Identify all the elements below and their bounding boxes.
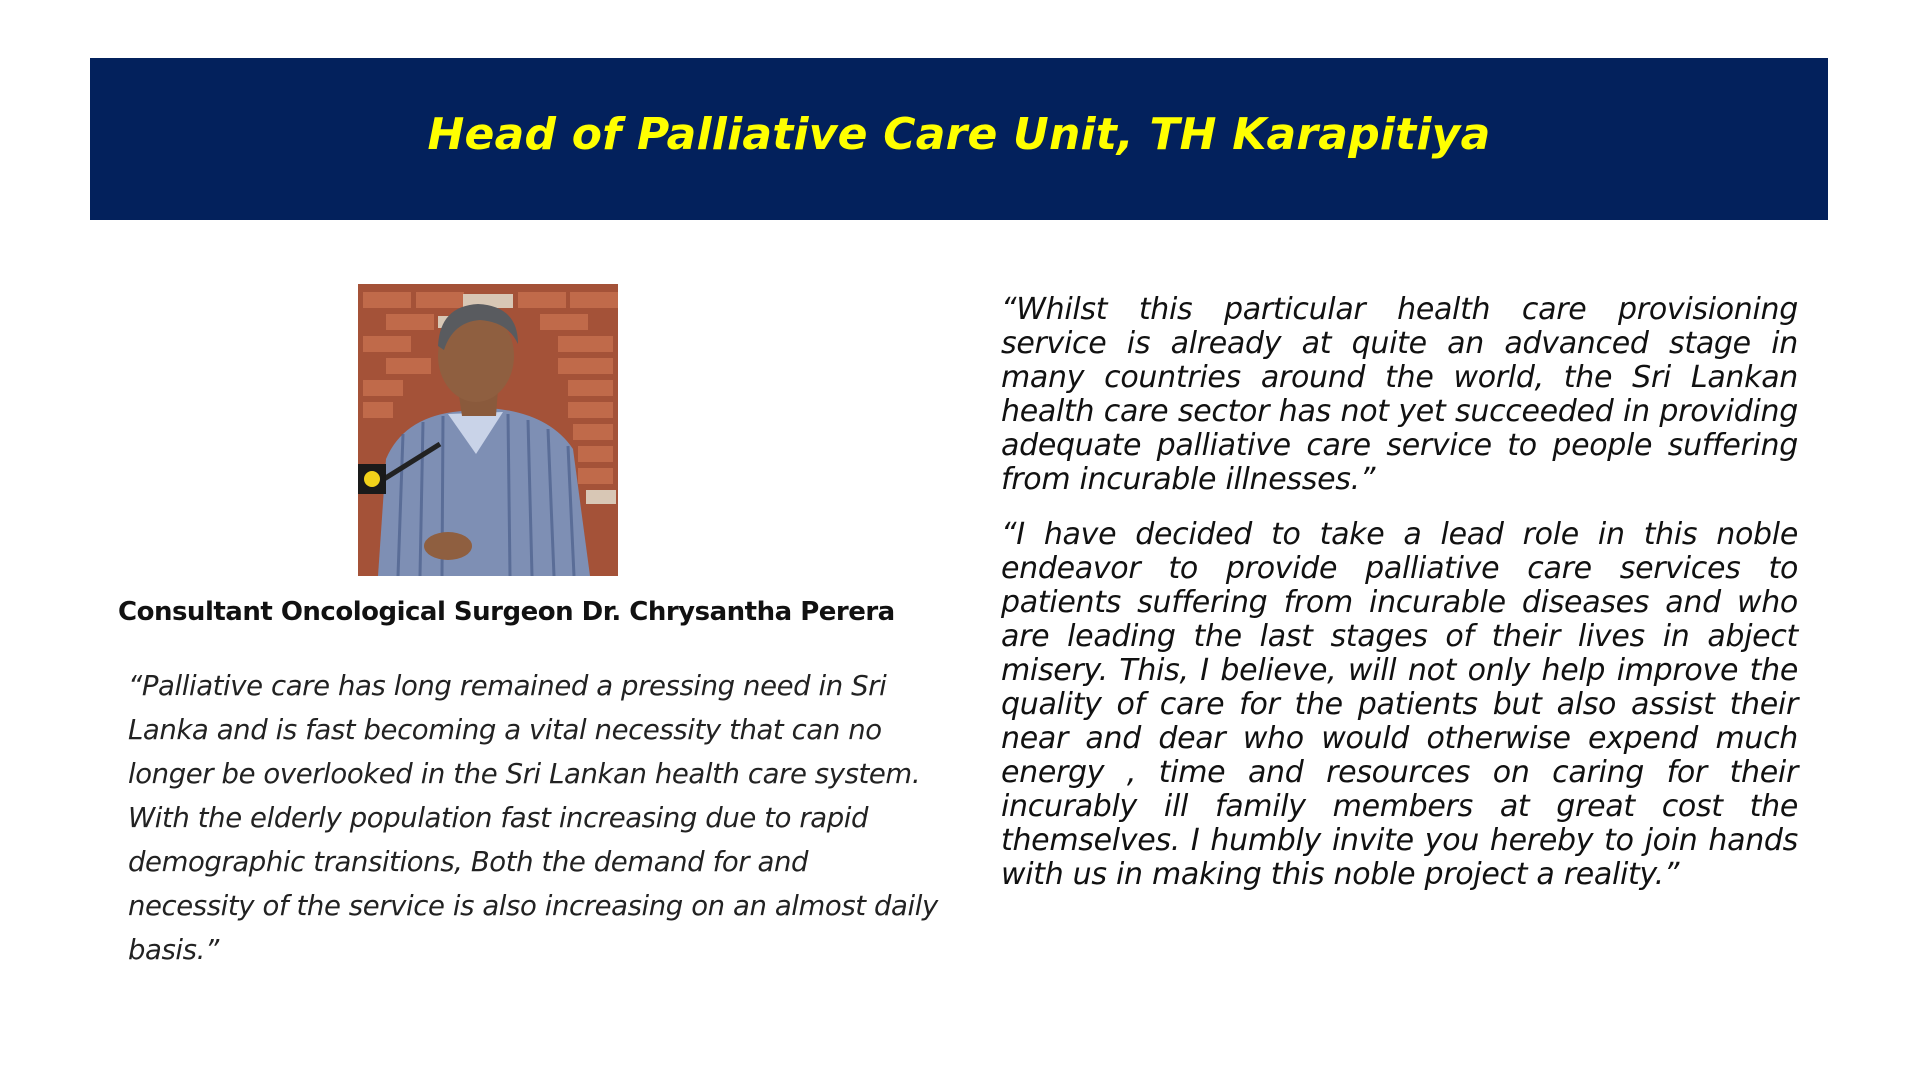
right-quote-1: “Whilst this particular health care provisioning service is already at quite an advanced stage in many countries around the world, the Sri Lankan health care sector has not yet succeeded in providing adequate palliative care service to people suffering from incurable illnesses.” (1001, 292, 1798, 497)
page-title: Head of Palliative Care Unit, TH Karapitiya (427, 108, 1491, 160)
speaker-photo (358, 284, 618, 576)
left-quote: “Palliative care has long remained a pressing need in Sri Lanka and is fast becoming a vital necessity that can no longer be overlooked in the Sri Lankan health care system. With the elderly population fast increasing due to rapid demographic transitions, Both the demand for and necessity of the service is also increasing on an almost daily basis.” (128, 670, 938, 966)
right-quote-2: “I have decided to take a lead role in this noble endeavor to provide palliative care services to patients suffering from incurable diseases and who are leading the last stages of their lives in abject misery. This, I believe, will not only help improve the quality of care for the patients but also assist their near and dear who would otherwise expend much energy , time and resources on caring for their incurably ill family members at great cost the themselves. I humbly invite you hereby to join hands with us in making this noble project a reality.” (1001, 517, 1798, 892)
speaker-caption: Consultant Oncological Surgeon Dr. Chrysantha Perera (118, 597, 895, 627)
title-banner (90, 58, 1828, 220)
